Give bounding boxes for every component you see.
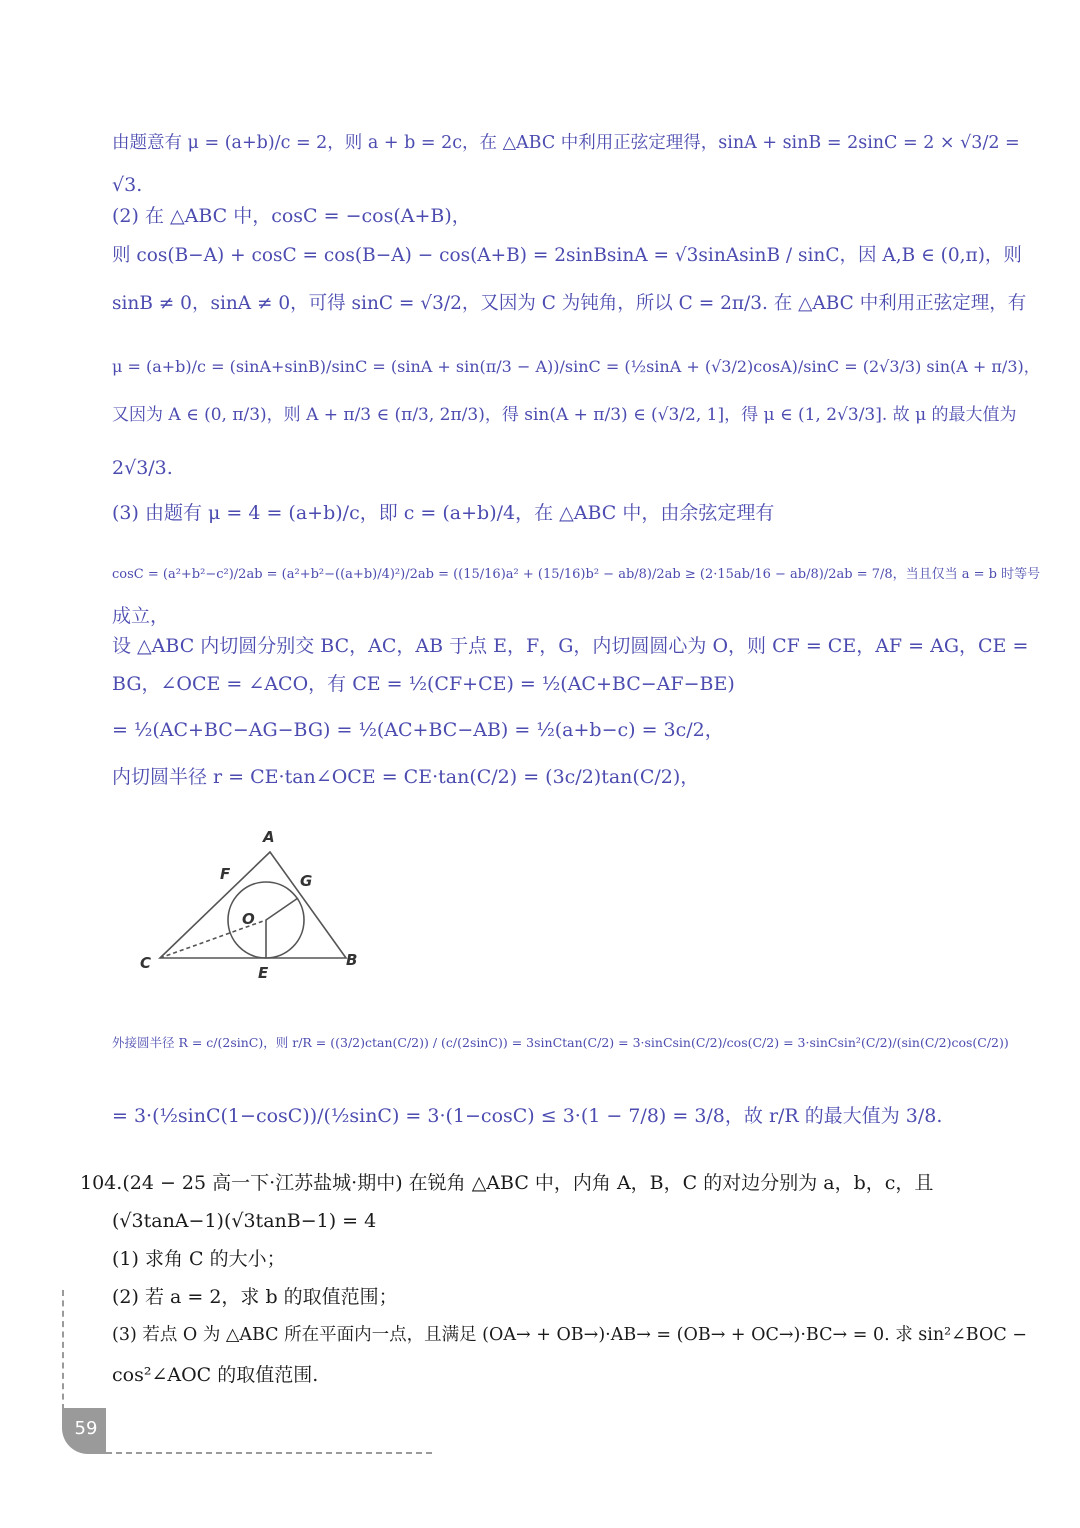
triangle-abc xyxy=(160,852,346,958)
problem-part-2: (2) 若 a = 2，求 b 的取值范围； xyxy=(112,1286,398,1308)
label-g: G xyxy=(300,872,313,890)
solution-line-7: 又因为 A ∈ (0, π/3)，则 A + π/3 ∈ (π/3, 2π/3)，得 sin(A + π/3) ∈ (√3/2, 1]，得 μ ∈ (1, 2√3/3]. 故 μ 的最大值为 xyxy=(112,405,1017,425)
solution-line-17: = 3·(½sinC(1−cosC))/(½sinC) = 3·(1−cosC) ≤ 3·(1 − 7/8) = 3/8，故 r/R 的最大值为 3/8. xyxy=(112,1105,943,1127)
footer-dashed-line xyxy=(106,1452,432,1454)
problem-text xyxy=(80,1170,933,1196)
problem-part-4: cos²∠AOC 的取值范围. xyxy=(112,1364,319,1386)
solution-line-6: μ = (a+b)/c = (sinA+sinB)/sinC = (sinA + sin(π/3 − A))/sinC = (½sinA + (√3/2)cosA)/sinC = (2√3/3) sin(A + π/3)， xyxy=(112,357,1040,376)
solution-line-15: 内切圆半径 r = CE·tan∠OCE = CE·tan(C/2) = (3c/2)tan(C/2)， xyxy=(112,766,700,788)
margin-dashed-line xyxy=(62,1290,64,1410)
problem-number: 104. xyxy=(80,1172,123,1194)
solution-line-10: cosC = (a²+b²−c²)/2ab = (a²+b²−((a+b)/4)²)/2ab = ((15/16)a² + (15/16)b² − ab/8)/2ab ≥ (2·15ab/16 − ab/8)/2ab = 7/8，当且仅当 a = b 时等号 xyxy=(112,567,1041,582)
problem-part-3: (3) 若点 O 为 △ABC 所在平面内一点，且满足 (OA→ + OB→)·AB→ = (OB→ + OC→)·BC→ = 0. 求 sin²∠BOC − xyxy=(112,1325,1027,1345)
incircle-figure xyxy=(130,822,370,984)
solution-line-2: √3. xyxy=(112,174,143,196)
solution-line-12: 设 △ABC 内切圆分别交 BC，AC，AB 于点 E，F，G，内切圆圆心为 O，则 CF = CE，AF = AG，CE = xyxy=(112,635,1029,657)
solution-line-9: (3) 由题有 μ = 4 = (a+b)/c，即 c = (a+b)/4，在 △ABC 中，由余弦定理有 xyxy=(112,502,775,524)
solution-line-4: 则 cos(B−A) + cosC = cos(B−A) − cos(A+B) = 2sinBsinA = √3sinAsinB / sinC，因 A,B ∈ (0,π)，则 xyxy=(112,245,1022,266)
problem-line-2: (√3tanA−1)(√3tanB−1) = 4 xyxy=(112,1210,377,1232)
label-c: C xyxy=(140,954,152,972)
label-a: A xyxy=(263,828,275,846)
label-o: O xyxy=(242,910,255,928)
label-f: F xyxy=(220,865,231,883)
solution-line-11: 成立， xyxy=(112,605,170,627)
label-e: E xyxy=(258,964,269,982)
solution-line-3: (2) 在 △ABC 中，cosC = −cos(A+B)， xyxy=(112,205,471,227)
page-number: 59 xyxy=(74,1418,98,1439)
problem-part-1: (1) 求角 C 的大小； xyxy=(112,1248,286,1270)
radius-og xyxy=(266,898,298,920)
solution-line-13: BG，∠OCE = ∠ACO，有 CE = ½(CF+CE) = ½(AC+BC−AF−BE) xyxy=(112,673,735,695)
solution-line-8: 2√3/3. xyxy=(112,457,173,479)
problem-line-1: (24 − 25 高一下·江苏盐城·期中) 在锐角 △ABC 中，内角 A，B，C 的对边分别为 a，b，c，且 xyxy=(122,1172,934,1194)
solution-line-5: sinB ≠ 0，sinA ≠ 0，可得 sinC = √3/2，又因为 C 为钝角，所以 C = 2π/3. 在 △ABC 中利用正弦定理，有 xyxy=(112,293,1027,314)
label-b: B xyxy=(346,951,358,969)
solution-line-14: = ½(AC+BC−AG−BG) = ½(AC+BC−AB) = ½(a+b−c) = 3c/2， xyxy=(112,719,724,741)
solution-line-16: 外接圆半径 R = c/(2sinC)，则 r/R = ((3/2)ctan(C/2)) / (c/(2sinC)) = 3sinCtan(C/2) = 3·sinCsin(C/2)/cos(C/2) = 3·sinCsin²(C/2)/(sin(C/2)cos(C/2)) xyxy=(112,1035,1009,1050)
solution-line-1: 由题意有 μ = (a+b)/c = 2，则 a + b = 2c，在 △ABC 中利用正弦定理得，sinA + sinB = 2sinC = 2 × √3/2 = xyxy=(112,133,1020,153)
